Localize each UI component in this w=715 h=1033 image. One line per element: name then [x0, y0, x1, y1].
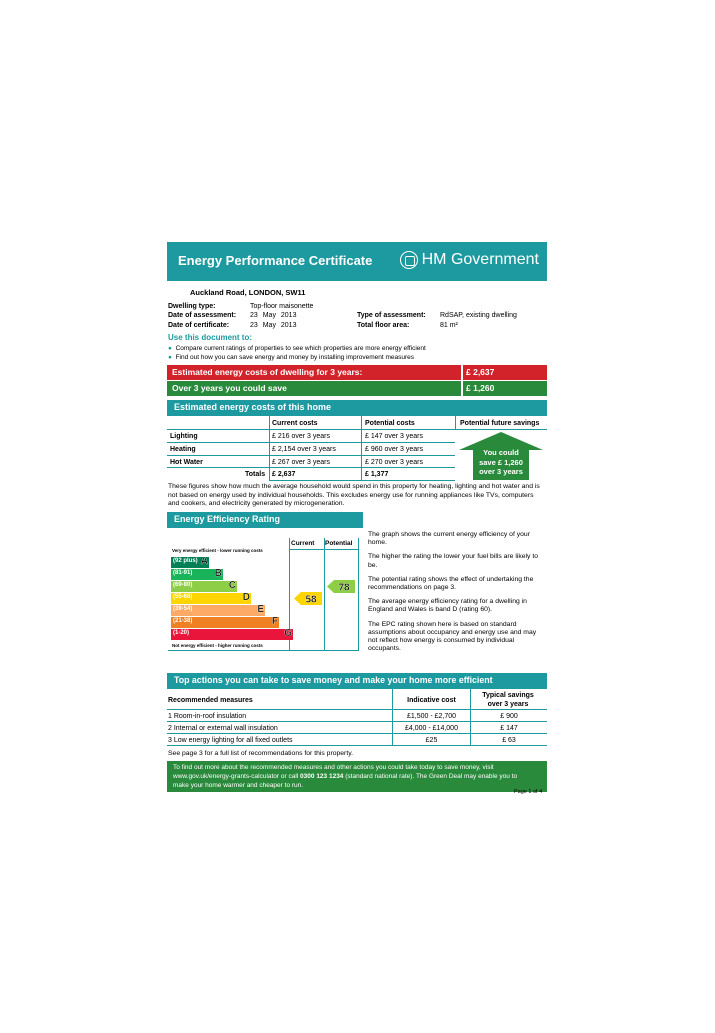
efficiency-para: The potential rating shows the effect of undertaking the recommendations on page 3. — [368, 575, 534, 592]
table-cell: £ 900 — [500, 713, 518, 720]
table-cell: £1,500 - £2,700 — [406, 713, 457, 720]
total-potential: £ 1,377 — [365, 471, 389, 478]
footer-info-box — [167, 761, 547, 792]
efficiency-para: The higher the rating the lower your fuel bills are likely to be. — [368, 553, 539, 569]
list-item: ● Find out how you can save energy and money by installing improvement measures — [168, 354, 415, 361]
table-cell: £ 63 — [502, 737, 516, 744]
save-bar — [167, 381, 547, 396]
rating-band-g — [171, 629, 293, 640]
address: Auckland Road, LONDON, SW11 — [190, 288, 306, 297]
col-typical-savings: Typical savings over 3 years — [482, 692, 534, 708]
row-hotwater-label: Hot Water — [170, 459, 203, 466]
page-title: Energy Performance Certificate — [178, 253, 373, 268]
dwelling-type: Top-floor maisonette — [250, 303, 314, 310]
save-bar-label: Over 3 years you could save — [172, 383, 287, 393]
potential-rating-marker — [327, 580, 355, 593]
row-hotwater-current: £ 267 over 3 years — [272, 459, 330, 466]
rating-band-e — [171, 605, 265, 616]
actions-section-heading: Top actions you can take to save money and make your home more efficient — [167, 673, 547, 689]
band-letter: C — [228, 580, 236, 591]
certificate-date: 23 May 2013 — [250, 322, 297, 329]
current-rating-marker — [294, 592, 322, 605]
efficient-note: Very energy efficient - lower running costs — [172, 548, 263, 553]
efficiency-para: The graph shows the current energy efficiency of your home. — [368, 531, 530, 547]
page-number: Page 1 of 4 — [514, 789, 543, 795]
band-letter: B — [214, 568, 222, 579]
band-letter: F — [271, 616, 278, 627]
col-potential-rating: Potential — [325, 540, 353, 547]
epc-header — [167, 242, 547, 281]
svg-text:58: 58 — [305, 594, 317, 605]
assessment-date: 23 May 2013 — [250, 312, 297, 319]
totals-label: Totals — [245, 471, 266, 478]
band-range: (21-38) — [173, 618, 193, 624]
table-cell: £ 147 — [500, 725, 518, 732]
floor-area-label: Total floor area: — [357, 322, 410, 329]
gov-label: HM Government — [421, 251, 539, 268]
efficiency-section-heading: Energy Efficiency Rating — [167, 512, 363, 528]
rating-band-d — [171, 593, 251, 604]
footer-line: To find out more about the recommended measures and other actions you could take today to save money, visit — [173, 764, 494, 771]
band-range: (1-20) — [173, 630, 190, 636]
see-page-note: See page 3 for a full list of recommendations for this property. — [168, 750, 353, 757]
svg-text:78: 78 — [338, 582, 350, 593]
cost-bar-label: Estimated energy costs of dwelling for 3 years: — [172, 367, 363, 377]
band-letter: E — [257, 604, 264, 615]
band-letter: D — [242, 592, 250, 603]
table-cell: £25 — [425, 737, 438, 744]
footer-line: www.gov.uk/energy-grants-calculator or call 0300 123 1234 (standard national rate). The Green Deal may enable you to — [173, 773, 518, 780]
row-hotwater-potential: £ 270 over 3 years — [365, 459, 423, 466]
assessment-type-label: Type of assessment: — [357, 312, 426, 319]
col-current-costs: Current costs — [272, 420, 318, 427]
certificate-date-label: Date of certificate: — [168, 322, 230, 329]
table-cell: £4,000 - £14,000 — [405, 725, 458, 732]
table-row: 2 Internal or external wall insulation — [168, 725, 278, 732]
save-bar-value: £ 1,260 — [466, 383, 495, 393]
row-lighting-potential: £ 147 over 3 years — [365, 433, 423, 440]
band-letter: G — [284, 628, 292, 639]
table-row: 3 Low energy lighting for all fixed outlets — [168, 737, 293, 744]
total-current: £ 2,637 — [272, 471, 296, 478]
dwelling-type-label: Dwelling type: — [168, 303, 216, 310]
rating-band-f — [171, 617, 279, 628]
efficiency-para: The EPC rating shown here is based on standard assumptions about occupancy and energy use and may not reflect how energy is consumed by individual occupants. — [368, 620, 537, 653]
savings-arrow-text: You could save £ 1,260 over 3 years — [479, 448, 523, 476]
row-heating-current: £ 2,154 over 3 years — [272, 446, 336, 453]
col-measures: Recommended measures — [168, 697, 253, 704]
row-lighting-label: Lighting — [170, 433, 198, 440]
efficiency-para: The average energy efficiency rating for a dwelling in England and Wales is band D (rating 60). — [368, 598, 527, 614]
row-lighting-current: £ 216 over 3 years — [272, 433, 330, 440]
rating-band-a — [171, 557, 209, 568]
table-row: 1 Room-in-roof insulation — [168, 713, 247, 720]
col-potential-savings: Potential future savings — [460, 420, 540, 427]
band-letter: A — [200, 556, 208, 567]
cost-bar-value: £ 2,637 — [466, 367, 495, 377]
band-range: (55-68) — [173, 594, 193, 600]
hm-government-logo — [400, 251, 539, 269]
band-range: (39-54) — [173, 606, 193, 612]
crest-icon — [400, 251, 418, 269]
list-item: ● Compare current ratings of properties to see which properties are more energy efficient — [168, 345, 426, 352]
band-range: (92 plus) — [173, 558, 198, 564]
costs-section-heading: Estimated energy costs of this home — [167, 400, 547, 416]
band-range: (81-91) — [173, 570, 193, 576]
rating-band-b — [171, 569, 223, 580]
use-doc-bullets — [168, 344, 426, 362]
row-heating-potential: £ 960 over 3 years — [365, 446, 423, 453]
efficiency-text — [368, 531, 546, 653]
row-heating-label: Heating — [170, 446, 196, 453]
band-range: (69-80) — [173, 582, 193, 588]
col-potential-costs: Potential costs — [365, 420, 415, 427]
inefficient-note: Not energy efficient - higher running costs — [172, 643, 263, 648]
col-current-rating: Current — [291, 540, 315, 547]
costs-note: These figures show how much the average household would spend in this property for heating, lighting and hot water and is not based on energy used by individual households. This excludes energy use for running appliances like TVs, computers and cookers, and electricity generated by microgeneration. — [168, 483, 540, 508]
rating-band-c — [171, 581, 237, 592]
use-doc-heading: Use this document to: — [168, 333, 253, 342]
assessment-date-label: Date of assessment: — [168, 312, 237, 319]
footer-line: make your home warmer and cheaper to run. — [173, 782, 304, 789]
assessment-type: RdSAP, existing dwelling — [440, 312, 517, 319]
estimated-cost-bar — [167, 365, 547, 380]
floor-area: 81 m² — [440, 322, 458, 329]
col-indicative-cost: Indicative cost — [407, 697, 456, 704]
